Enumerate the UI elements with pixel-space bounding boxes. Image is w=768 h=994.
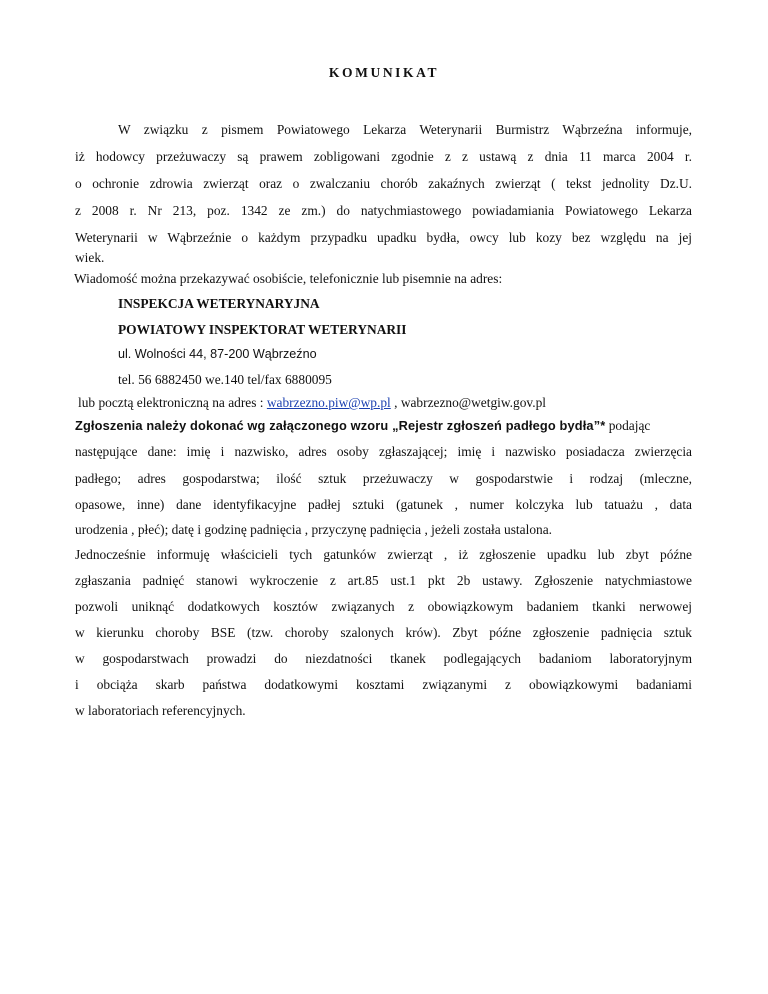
paragraph-line: opasowe, inne) dane identyfikacyjne padłej sztuki (gatunek , numer kolczyka lub tatuażu , data — [75, 497, 692, 512]
paragraph-line: i obciąża skarb państwa dodatkowymi kosztami związanymi z obowiązkowymi badaniami — [75, 677, 692, 692]
report-instruction-rest: podając — [605, 418, 651, 433]
paragraph-line: z 2008 r. Nr 213, poz. 1342 ze zm.) do natychmiastowego powiadamiania Powiatowego Lekarza — [75, 203, 692, 218]
address-street: ul. Wolności 44, 87-200 Wąbrzeźno — [118, 347, 317, 361]
paragraph-line: zgłaszania padnięć stanowi wykroczenie z art.85 ust.1 pkt 2b ustawy. Zgłoszenie natychmiastowe — [75, 573, 692, 588]
email-secondary: wabrzezno@wetgiw.gov.pl — [400, 395, 547, 410]
email-prefix: lub pocztą elektroniczną na adres : — [78, 395, 267, 410]
paragraph-line: iż hodowcy przeżuwaczy są prawem zobligowani zgodnie z z ustawą z dnia 11 marca 2004 r. — [75, 149, 692, 164]
paragraph-line: w laboratoriach referencyjnych. — [75, 703, 246, 718]
address-phone: tel. 56 6882450 we.140 tel/fax 6880095 — [118, 372, 332, 387]
email-link-primary[interactable]: wabrzezno.piw@wp.pl — [266, 395, 391, 410]
paragraph-line: wiek. — [75, 250, 105, 265]
email-separator: , — [390, 395, 401, 410]
paragraph-line: w gospodarstwach prowadzi do niezdatności tkanek podlegających badaniom laboratoryjnym — [75, 651, 692, 666]
paragraph-line: padłego; adres gospodarstwa; ilość sztuk przeżuwaczy w gospodarstwie i rodzaj (mleczne, — [75, 471, 692, 486]
address-line-2: POWIATOWY INSPEKTORAT WETERYNARII — [118, 322, 407, 337]
email-line — [78, 395, 546, 411]
paragraph-line: następujące dane: imię i nazwisko, adres osoby zgłaszającej; imię i nazwisko posiadacza zwierzęcia — [75, 444, 692, 459]
paragraph-line: pozwoli uniknąć dodatkowych kosztów związanych z obowiązkowym badaniem tkanki nerwowej — [75, 599, 692, 614]
paragraph-line: o ochronie zdrowia zwierząt oraz o zwalczaniu chorób zakaźnych zwierząt ( tekst jednolity Dz.U. — [75, 176, 692, 191]
paragraph-line: w kierunku choroby BSE (tzw. choroby szalonych krów). Zbyt późne zgłoszenie padnięcia sztuk — [75, 625, 692, 640]
paragraph-line: urodzenia , płeć); datę i godzinę padnięcia , przyczynę padnięcia , jeżeli została ustalona. — [75, 522, 553, 537]
contact-intro: Wiadomość można przekazywać osobiście, telefonicznie lub pisemnie na adres: — [74, 271, 503, 286]
report-instruction-lead — [75, 418, 692, 434]
paragraph-line: W związku z pismem Powiatowego Lekarza Weterynarii Burmistrz Wąbrzeźna informuje, — [118, 122, 692, 137]
report-instruction-bold: Zgłoszenia należy dokonać wg załączonego wzoru „Rejestr zgłoszeń padłego bydła”* — [75, 418, 606, 433]
paragraph-line: Weterynarii w Wąbrzeźnie o każdym przypadku upadku bydła, owcy lub kozy bez względu na jej — [75, 230, 692, 245]
address-line-1: INSPEKCJA WETERYNARYJNA — [118, 296, 320, 311]
paragraph-line: Jednocześnie informuję właścicieli tych gatunków zwierząt , iż zgłoszenie upadku lub zbyt późne — [75, 547, 692, 562]
page-title: KOMUNIKAT — [328, 65, 440, 80]
